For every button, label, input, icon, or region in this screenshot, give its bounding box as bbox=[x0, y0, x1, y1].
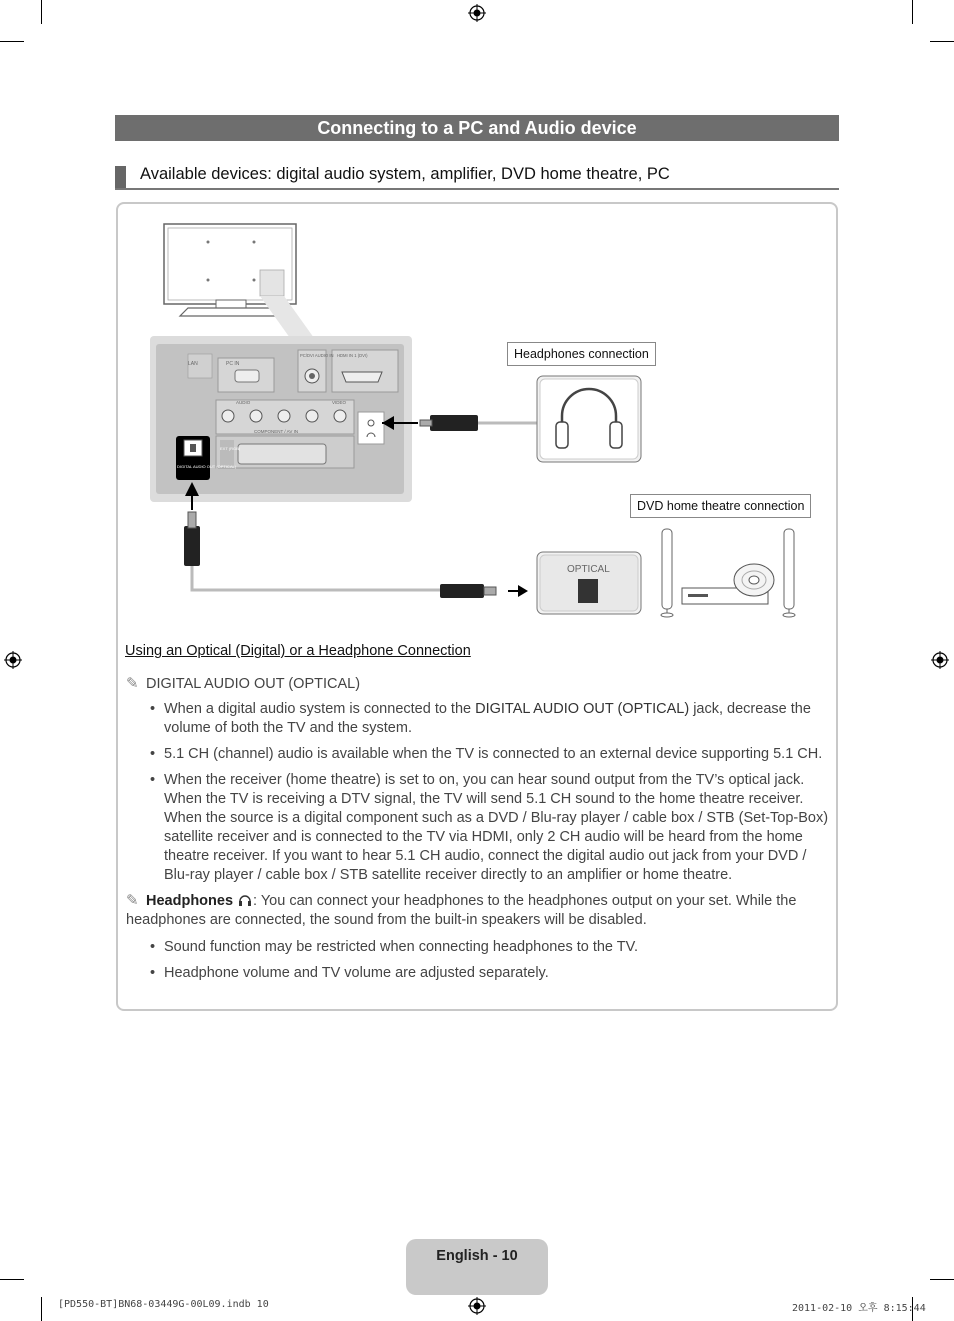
registration-mark-icon bbox=[468, 4, 486, 22]
panel-label-pc-in: PC IN bbox=[226, 361, 240, 367]
subheading-text: Available devices: digital audio system, amplifier, DVD home theatre, PC bbox=[140, 165, 670, 183]
pencil-note-icon: ✎ bbox=[126, 675, 139, 692]
crop-mark bbox=[41, 0, 42, 24]
panel-label-lan: LAN bbox=[188, 361, 198, 367]
note-headphones-text: : You can connect your headphones to the headphones output on your set. While the headphones are connected, the sound from the built-in speakers will be disabled. bbox=[126, 893, 797, 928]
pencil-note-icon: ✎ bbox=[126, 892, 139, 909]
note-headphones-title: Headphones bbox=[146, 893, 234, 909]
registration-mark-icon bbox=[4, 651, 22, 669]
panel-label-video: VIDEO bbox=[332, 400, 347, 405]
panel-label-ext: EXT (RGB) bbox=[220, 446, 241, 451]
home-theatre-icon bbox=[661, 529, 795, 617]
jack-name: DIGITAL AUDIO OUT (OPTICAL) bbox=[475, 701, 690, 717]
dvd-connection-label: DVD home theatre connection bbox=[630, 494, 811, 518]
crop-mark bbox=[930, 1279, 954, 1280]
list-item: • 5.1 CH (channel) audio is available when the TV is connected to an external device supporting 5.1 CH. bbox=[150, 745, 830, 764]
connection-diagram bbox=[118, 204, 834, 624]
registration-mark-icon bbox=[468, 1297, 486, 1315]
panel-label-hdmi: HDMI IN 1 (DVI) bbox=[337, 353, 368, 358]
list-item: • Sound function may be restricted when connecting headphones to the TV. bbox=[150, 938, 830, 957]
headphones-bullet-list bbox=[150, 938, 830, 990]
crop-mark bbox=[930, 41, 954, 42]
optical-port-icon bbox=[537, 552, 641, 614]
section-subheading bbox=[115, 164, 839, 190]
crop-mark bbox=[0, 1279, 24, 1280]
section-title: Using an Optical (Digital) or a Headphone Connection bbox=[125, 643, 471, 659]
headphone-plug-icon bbox=[420, 415, 478, 431]
optical-plug-icon bbox=[184, 512, 200, 566]
page-number: English - 10 bbox=[406, 1239, 548, 1295]
crop-mark bbox=[912, 0, 913, 24]
crop-mark bbox=[0, 41, 24, 42]
optical-label: OPTICAL bbox=[567, 564, 610, 575]
registration-mark-icon bbox=[931, 651, 949, 669]
panel-label-pc-dvi: PC/DVI AUDIO IN bbox=[300, 353, 334, 358]
optical-bullet-list bbox=[150, 700, 830, 892]
subheading-marker bbox=[115, 166, 126, 188]
list-item: • Headphone volume and TV volume are adjusted separately. bbox=[150, 964, 830, 983]
page-title: Connecting to a PC and Audio device bbox=[115, 115, 839, 141]
headphone-symbol-icon bbox=[237, 893, 253, 907]
headphones-icon bbox=[537, 376, 641, 462]
note-headphones bbox=[126, 891, 826, 930]
panel-label-digital-out: DIGITAL AUDIO OUT (OPTICAL) bbox=[177, 464, 237, 469]
list-item: • When a digital audio system is connected to the DIGITAL AUDIO OUT (OPTICAL) jack, decrease the volume of both the TV and the system. bbox=[150, 700, 830, 738]
note-optical-title: DIGITAL AUDIO OUT (OPTICAL) bbox=[146, 676, 361, 692]
panel-label-audio: AUDIO bbox=[236, 400, 251, 405]
print-slug-right: 2011-02-10 오후 8:15:44 bbox=[792, 1303, 926, 1314]
note-optical bbox=[126, 674, 360, 692]
headphones-connection-label: Headphones connection bbox=[507, 342, 656, 366]
print-slug-left: [PD550-BT]BN68-03449G-00L09.indb 10 bbox=[58, 1299, 269, 1310]
list-item: • When the receiver (home theatre) is set to on, you can hear sound output from the TV’s optical jack. When the TV is receiving a DTV signal, the TV will send 5.1 CH sound to the home theatre receiver. When the source is a digital component such as a DVD / Blu-ray player / cable box / STB (Set-Top-Box) satellite receiver and is connected to the TV via HDMI, only 2 CH audio will be heard from the home theatre receiver. If you want to hear 5.1 CH audio, connect the digital audio out jack from your DVD / Blu-ray player / cable box / STB satellite receiver directly to an amplifier or home theatre. bbox=[150, 771, 830, 885]
optical-plug-icon bbox=[440, 584, 496, 598]
crop-mark bbox=[41, 1297, 42, 1321]
panel-label-component: COMPONENT / AV IN bbox=[254, 429, 299, 434]
